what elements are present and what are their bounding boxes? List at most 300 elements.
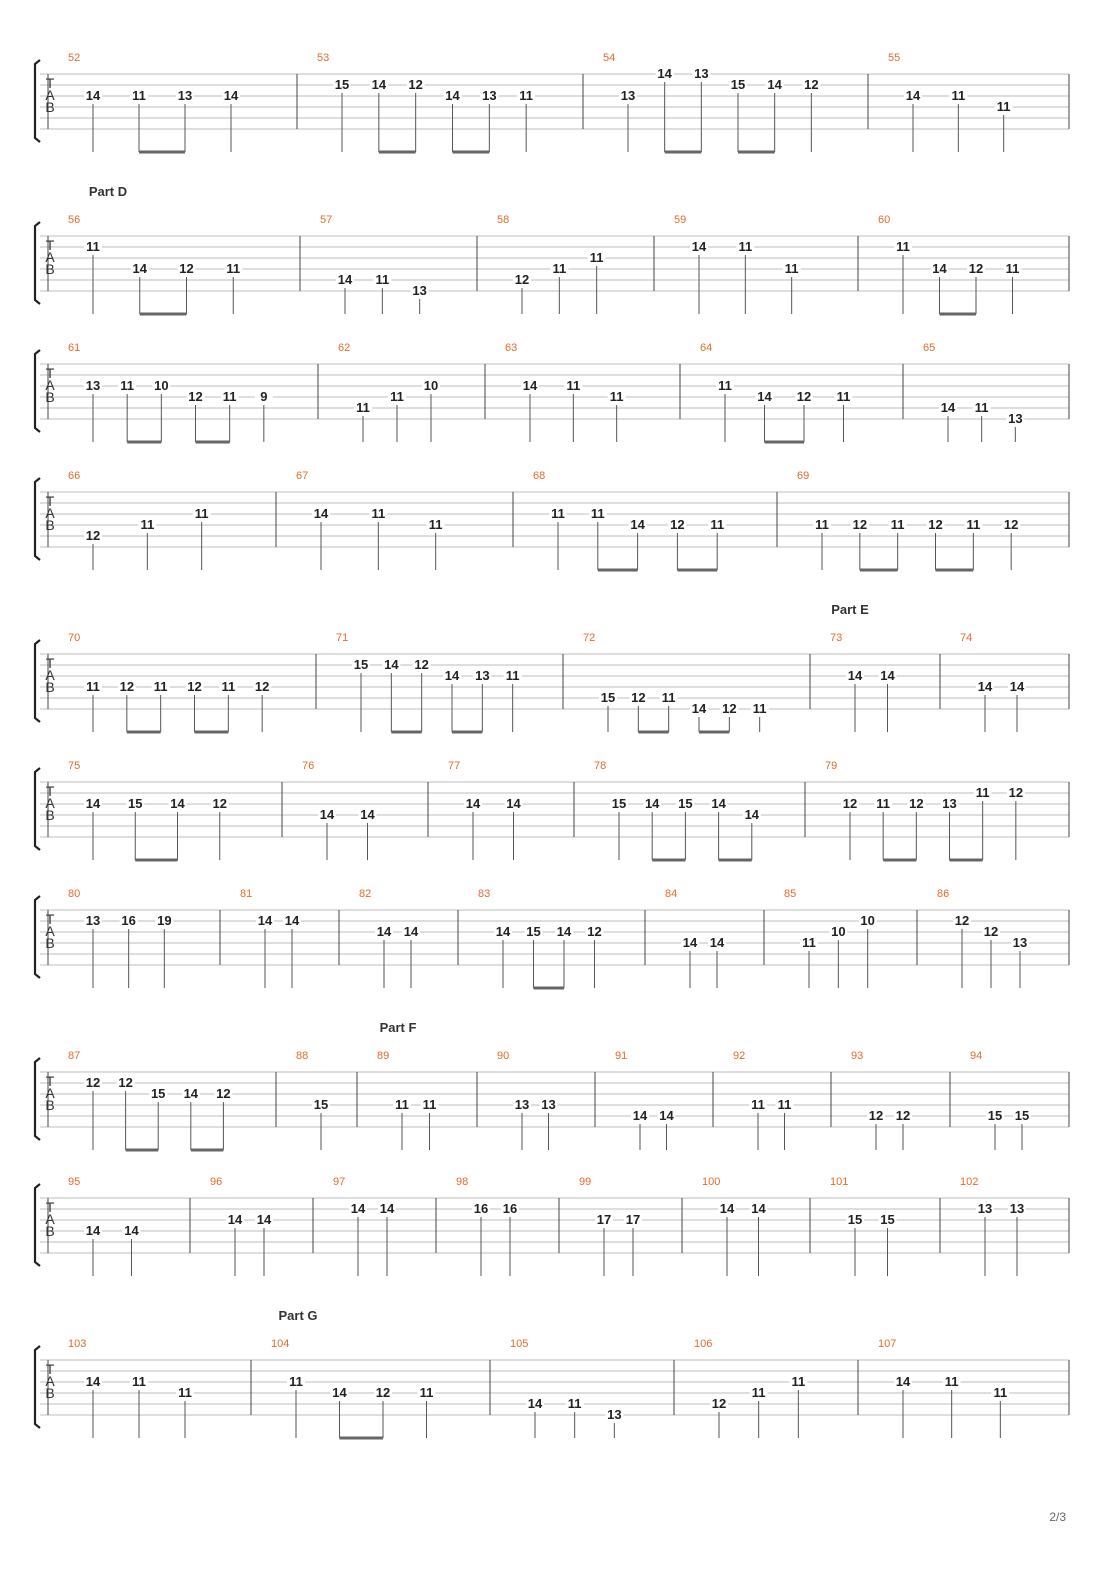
fret-number: 14 — [313, 506, 329, 521]
fret-number: 11 — [194, 506, 209, 521]
tab-clef-letter: T — [45, 1073, 55, 1089]
fret-number: 12 — [983, 924, 999, 939]
measure-number: 67 — [296, 470, 309, 482]
fret-number: 14 — [691, 701, 707, 716]
fret-number: 14 — [85, 1374, 101, 1389]
fret-number: 11 — [974, 400, 989, 415]
staff-system — [35, 760, 1069, 860]
fret-number: 11 — [551, 506, 565, 521]
fret-number: 15 — [730, 77, 746, 92]
fret-number: 14 — [711, 796, 726, 811]
tab-clef-letter: A — [45, 667, 55, 683]
measure — [888, 52, 1013, 152]
part-label: Part D — [88, 184, 128, 199]
measure — [359, 888, 420, 988]
fret-number: 14 — [767, 77, 782, 92]
fret-number: 11 — [120, 378, 135, 393]
tab-clef-letter: T — [45, 783, 55, 799]
measure-number: 105 — [510, 1338, 529, 1350]
fret-number: 11 — [132, 1374, 146, 1389]
fret-number: 12 — [895, 1108, 911, 1123]
tab-clef-letter: A — [45, 923, 55, 939]
fret-number: 11 — [422, 1097, 437, 1112]
fret-number: 14 — [895, 1374, 911, 1389]
tab-clef-letter: B — [45, 261, 55, 277]
tab-clef-letter: T — [45, 1199, 55, 1215]
part-label: Part G — [278, 1308, 318, 1323]
fret-number: 13 — [85, 913, 101, 928]
system-bracket — [35, 896, 40, 978]
fret-number: 12 — [968, 261, 984, 276]
fret-number: 14 — [630, 517, 645, 532]
fret-number: 11 — [132, 88, 146, 103]
fret-number: 14 — [384, 657, 399, 672]
fret-number: 14 — [337, 272, 353, 287]
fret-number: 15 — [128, 796, 143, 811]
fret-number: 14 — [932, 261, 947, 276]
system-bracket — [35, 1184, 40, 1266]
fret-number: 13 — [541, 1097, 556, 1112]
fret-number: 14 — [751, 1201, 766, 1216]
fret-number: 14 — [257, 913, 273, 928]
measure — [240, 888, 301, 988]
fret-number: 14 — [905, 88, 921, 103]
fret-number: 13 — [1008, 411, 1023, 426]
fret-number: 14 — [659, 1108, 674, 1123]
fret-number: 11 — [876, 796, 891, 811]
fret-number: 10 — [831, 924, 846, 939]
measure — [603, 52, 820, 152]
fret-number: 11 — [395, 1097, 409, 1112]
fret-number: 12 — [711, 1396, 727, 1411]
fret-number: 11 — [815, 517, 829, 532]
measure — [456, 1176, 519, 1276]
measure-number: 63 — [505, 342, 518, 354]
fret-number: 11 — [751, 1097, 765, 1112]
fret-number: 14 — [256, 1212, 272, 1227]
fret-number: 11 — [890, 517, 905, 532]
fret-number: 13 — [694, 66, 709, 81]
fret-number: 14 — [85, 796, 101, 811]
measure — [615, 1050, 676, 1150]
measure — [333, 1176, 396, 1276]
tab-clef-letter: B — [45, 389, 55, 405]
measure-number: 61 — [68, 342, 81, 354]
fret-number: 11 — [791, 1374, 806, 1389]
measure — [830, 1176, 897, 1276]
fret-number: 15 — [150, 1086, 166, 1101]
fret-number: 11 — [609, 389, 624, 404]
measure-number: 53 — [317, 52, 330, 64]
fret-number: 14 — [682, 935, 698, 950]
measure-number: 104 — [271, 1338, 290, 1350]
fret-number: 15 — [611, 796, 627, 811]
fret-number: 14 — [757, 389, 772, 404]
fret-number: 11 — [419, 1385, 434, 1400]
measure — [296, 470, 445, 570]
measure-number: 75 — [68, 760, 81, 772]
tab-clef-letter: A — [45, 87, 55, 103]
fret-number: 14 — [183, 1086, 199, 1101]
tab-clef-letter: T — [45, 75, 55, 91]
measure-number: 65 — [923, 342, 936, 354]
fret-number: 14 — [495, 924, 511, 939]
fret-number: 11 — [552, 261, 567, 276]
staff-system — [35, 1020, 1069, 1150]
measure-number: 91 — [615, 1050, 628, 1062]
measure — [497, 1050, 558, 1150]
fret-number: 11 — [566, 378, 581, 393]
measure — [784, 888, 877, 988]
fret-number: 12 — [514, 272, 530, 287]
fret-number: 14 — [465, 796, 481, 811]
measure-number: 68 — [533, 470, 546, 482]
measure — [68, 52, 240, 152]
measure-number: 55 — [888, 52, 901, 64]
fret-number: 13 — [977, 1201, 993, 1216]
fret-number: 11 — [951, 88, 966, 103]
measure — [733, 1050, 794, 1150]
fret-number: 14 — [522, 378, 538, 393]
fret-number: 14 — [847, 668, 863, 683]
system-bracket — [35, 1058, 40, 1140]
measure — [851, 1050, 912, 1150]
fret-number: 14 — [360, 807, 375, 822]
fret-number: 12 — [954, 913, 970, 928]
staff-system — [35, 342, 1069, 442]
fret-number: 12 — [928, 517, 943, 532]
fret-number: 16 — [473, 1201, 489, 1216]
fret-number: 12 — [909, 796, 924, 811]
fret-number: 11 — [153, 679, 168, 694]
fret-number: 13 — [942, 796, 957, 811]
fret-number: 14 — [170, 796, 185, 811]
measure — [797, 470, 1020, 570]
fret-number: 11 — [802, 935, 816, 950]
measure-number: 58 — [497, 214, 510, 226]
fret-number: 15 — [526, 924, 541, 939]
tab-clef-letter: A — [45, 505, 55, 521]
fret-number: 15 — [313, 1097, 329, 1112]
tab-clef-letter: T — [45, 655, 55, 671]
system-bracket — [35, 768, 40, 850]
measure-number: 96 — [210, 1176, 223, 1188]
fret-number: 12 — [842, 796, 858, 811]
fret-number: 14 — [691, 239, 707, 254]
fret-number: 14 — [319, 807, 335, 822]
fret-number: 15 — [847, 1212, 863, 1227]
measure-number: 69 — [797, 470, 810, 482]
fret-number: 13 — [1009, 1201, 1025, 1216]
system-bracket — [35, 478, 40, 560]
measure-number: 85 — [784, 888, 797, 900]
fret-number: 12 — [254, 679, 270, 694]
measure-number: 52 — [68, 52, 81, 64]
tab-clef-letter: A — [45, 1085, 55, 1101]
measure — [583, 632, 769, 732]
fret-number: 12 — [796, 389, 812, 404]
measure — [68, 888, 173, 988]
fret-number: 12 — [631, 690, 646, 705]
fret-number: 10 — [860, 913, 875, 928]
measure — [68, 470, 211, 570]
tab-clef-letter: T — [45, 911, 55, 927]
measure-number: 99 — [579, 1176, 592, 1188]
measure — [960, 632, 1026, 732]
measure-number: 78 — [594, 760, 607, 772]
fret-number: 12 — [212, 796, 227, 811]
measure — [68, 342, 273, 442]
measure — [533, 470, 726, 570]
measure — [68, 214, 242, 314]
fret-number: 14 — [880, 668, 895, 683]
measure-number: 77 — [448, 760, 461, 772]
fret-number: 11 — [222, 389, 237, 404]
measure — [505, 342, 626, 442]
tab-clef-letter: B — [45, 99, 55, 115]
tab-clef-letter: B — [45, 679, 55, 695]
fret-number: 15 — [353, 657, 369, 672]
fret-number: 15 — [678, 796, 693, 811]
fret-number: 11 — [1005, 261, 1020, 276]
measure-number: 98 — [456, 1176, 469, 1188]
measure-number: 103 — [68, 1338, 87, 1350]
fret-number: 14 — [977, 679, 993, 694]
measure — [594, 760, 761, 860]
fret-number: 14 — [506, 796, 521, 811]
tab-clef-letter: B — [45, 1223, 55, 1239]
fret-number: 12 — [852, 517, 868, 532]
fret-number: 12 — [375, 1385, 391, 1400]
fret-number: 14 — [332, 1385, 347, 1400]
tab-clef-letter: B — [45, 807, 55, 823]
fret-number: 11 — [289, 1374, 303, 1389]
tab-clef-letter: T — [45, 493, 55, 509]
measure-number: 90 — [497, 1050, 510, 1062]
fret-number: 10 — [154, 378, 169, 393]
fret-number: 11 — [178, 1385, 192, 1400]
measure-number: 100 — [702, 1176, 721, 1188]
fret-number: 12 — [119, 679, 135, 694]
fret-number: 13 — [1012, 935, 1028, 950]
measure — [336, 632, 522, 732]
tab-clef-letter: B — [45, 1385, 55, 1401]
fret-number: 14 — [940, 400, 956, 415]
tab-clef-letter: A — [45, 377, 55, 393]
system-bracket — [35, 60, 40, 142]
fret-number: 11 — [661, 690, 676, 705]
fret-number: 11 — [589, 250, 604, 265]
fret-number: 11 — [519, 88, 534, 103]
fret-number: 11 — [896, 239, 910, 254]
staff-system — [35, 52, 1069, 152]
fret-number: 11 — [784, 261, 799, 276]
measure — [68, 1338, 194, 1438]
measure-number: 88 — [296, 1050, 309, 1062]
fret-number: 9 — [260, 389, 268, 404]
fret-number: 17 — [625, 1212, 641, 1227]
fret-number: 13 — [514, 1097, 530, 1112]
measure — [478, 888, 604, 988]
measure-number: 62 — [338, 342, 351, 354]
fret-number: 19 — [157, 913, 172, 928]
fret-number: 12 — [868, 1108, 884, 1123]
tab-clef-letter: T — [45, 365, 55, 381]
fret-number: 12 — [179, 261, 194, 276]
fret-number: 11 — [751, 1385, 766, 1400]
measure — [302, 760, 377, 860]
measure — [878, 1338, 1009, 1438]
measure — [68, 760, 229, 860]
fret-number: 11 — [140, 517, 155, 532]
fret-number: 14 — [744, 807, 760, 822]
fret-number: 11 — [590, 506, 605, 521]
fret-number: 14 — [350, 1201, 366, 1216]
fret-number: 15 — [987, 1108, 1003, 1123]
fret-number: 14 — [444, 668, 460, 683]
fret-number: 11 — [836, 389, 851, 404]
page-number: 2/3 — [1049, 1510, 1066, 1524]
fret-number: 14 — [556, 924, 572, 939]
fret-number: 14 — [284, 913, 300, 928]
measure — [674, 214, 801, 314]
measure — [830, 632, 897, 732]
tab-clef-letter: T — [45, 1361, 55, 1377]
tab-clef-letter: A — [45, 249, 55, 265]
fret-number: 14 — [227, 1212, 243, 1227]
fret-number: 15 — [1014, 1108, 1030, 1123]
fret-number: 12 — [804, 77, 819, 92]
fret-number: 17 — [596, 1212, 612, 1227]
measure — [665, 888, 726, 988]
tab-clef-letter: B — [45, 935, 55, 951]
measure-number: 89 — [377, 1050, 390, 1062]
measure-number: 54 — [603, 52, 616, 64]
fret-number: 12 — [670, 517, 685, 532]
fret-number: 13 — [475, 668, 490, 683]
fret-number: 11 — [777, 1097, 792, 1112]
fret-number: 14 — [223, 88, 239, 103]
staff-system — [35, 184, 1069, 314]
fret-number: 11 — [375, 272, 390, 287]
fret-number: 11 — [944, 1374, 959, 1389]
fret-number: 15 — [600, 690, 616, 705]
measure-number: 56 — [68, 214, 81, 226]
fret-number: 15 — [334, 77, 350, 92]
measure — [271, 1338, 436, 1438]
fret-number: 13 — [607, 1407, 622, 1422]
measure — [317, 52, 535, 152]
measure-number: 66 — [68, 470, 81, 482]
measure-number: 73 — [830, 632, 843, 644]
system-bracket — [35, 640, 40, 722]
measure — [68, 632, 271, 732]
measure-number: 81 — [240, 888, 253, 900]
fret-number: 11 — [505, 668, 520, 683]
measure-number: 80 — [68, 888, 81, 900]
staff-system — [35, 602, 1069, 732]
part-label: Part E — [831, 602, 869, 617]
fret-number: 14 — [132, 261, 147, 276]
fret-number: 11 — [738, 239, 753, 254]
fret-number: 11 — [993, 1385, 1008, 1400]
staff-system — [35, 888, 1069, 988]
measure — [700, 342, 853, 442]
measure-number: 87 — [68, 1050, 81, 1062]
measure-number: 83 — [478, 888, 491, 900]
measure-number: 97 — [333, 1176, 346, 1188]
tab-clef-letter: B — [45, 517, 55, 533]
fret-number: 14 — [85, 1223, 101, 1238]
fret-number: 12 — [216, 1086, 231, 1101]
fret-number: 14 — [644, 796, 660, 811]
measure — [68, 1176, 141, 1276]
measure — [579, 1176, 642, 1276]
fret-number: 12 — [414, 657, 429, 672]
tab-clef-letter: B — [45, 1097, 55, 1113]
fret-number: 11 — [221, 679, 236, 694]
measure-number: 106 — [694, 1338, 713, 1350]
measure-number: 82 — [359, 888, 372, 900]
measure-number: 107 — [878, 1338, 897, 1350]
measure-number: 84 — [665, 888, 678, 900]
fret-number: 12 — [722, 701, 737, 716]
fret-number: 12 — [408, 77, 423, 92]
fret-number: 11 — [86, 679, 100, 694]
measure-number: 94 — [970, 1050, 983, 1062]
measure — [970, 1050, 1031, 1150]
measure — [320, 214, 429, 314]
fret-number: 11 — [718, 378, 732, 393]
fret-number: 14 — [376, 924, 392, 939]
fret-number: 10 — [423, 378, 439, 393]
fret-number: 16 — [121, 913, 136, 928]
fret-number: 14 — [1009, 679, 1025, 694]
fret-number: 11 — [390, 389, 404, 404]
fret-number: 12 — [118, 1075, 133, 1090]
fret-number: 11 — [567, 1396, 582, 1411]
fret-number: 11 — [975, 785, 990, 800]
fret-number: 12 — [587, 924, 602, 939]
system-bracket — [35, 222, 40, 304]
fret-number: 12 — [1008, 785, 1024, 800]
system-bracket — [35, 1346, 40, 1428]
measure-number: 93 — [851, 1050, 864, 1062]
measure — [210, 1176, 273, 1276]
measure-number: 72 — [583, 632, 596, 644]
measure-number: 86 — [937, 888, 950, 900]
fret-number: 11 — [752, 701, 767, 716]
fret-number: 11 — [226, 261, 241, 276]
fret-number: 12 — [85, 1075, 101, 1090]
tab-clef-letter: T — [45, 237, 55, 253]
fret-number: 13 — [412, 283, 427, 298]
measure-number: 60 — [878, 214, 891, 226]
fret-number: 11 — [371, 506, 386, 521]
fret-number: 14 — [379, 1201, 395, 1216]
measure — [338, 342, 440, 442]
fret-number: 14 — [527, 1396, 543, 1411]
fret-number: 13 — [85, 378, 101, 393]
measure-number: 57 — [320, 214, 333, 226]
measure-number: 79 — [825, 760, 838, 772]
tab-clef-letter: A — [45, 1211, 55, 1227]
measure-number: 64 — [700, 342, 713, 354]
measure — [510, 1338, 623, 1438]
fret-number: 13 — [620, 88, 636, 103]
fret-number: 12 — [85, 528, 101, 543]
measure — [825, 760, 1025, 860]
